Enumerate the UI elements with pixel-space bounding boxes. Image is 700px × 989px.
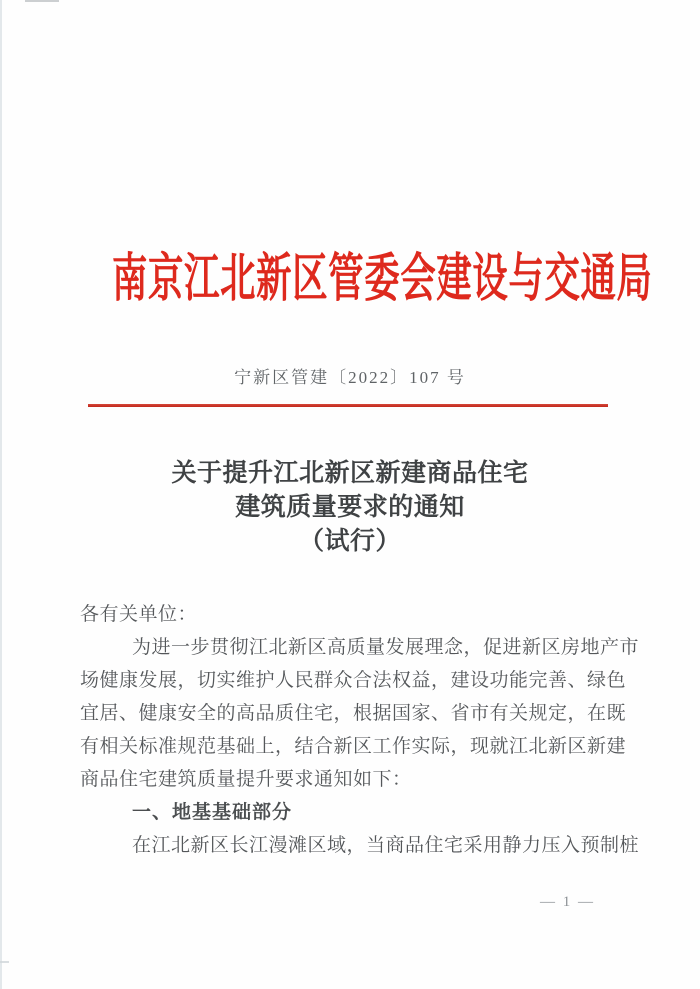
section-heading: 一、地基基础部分 (132, 802, 293, 823)
red-divider-rule (88, 404, 608, 407)
body-line: 在江北新区长江漫滩区域，当商品住宅采用静力压入预制桩 (132, 835, 640, 856)
title-line-2: 建筑质量要求的通知 (235, 494, 465, 521)
scan-edge-bottom-left (0, 961, 9, 963)
title-line-3: （试行） (298, 528, 401, 555)
agency-red-header: 南京江北新区管委会建设与交通局 (112, 251, 653, 308)
title-line-1: 关于提升江北新区新建商品住宅 (171, 460, 529, 487)
document-number: 宁新区管建〔2022〕107 号 (234, 368, 466, 387)
body-text (80, 598, 640, 862)
body-line: 商品住宅建筑质量提升要求通知如下： (80, 769, 412, 790)
scan-smudge-top (25, 0, 59, 2)
body-line: 场健康发展，切实维护人民群众合法权益，建设功能完善、绿色 (80, 670, 627, 691)
page-number: — 1 — (540, 894, 595, 910)
salutation-line: 各有关单位： (80, 604, 198, 625)
body-line: 宜居、健康安全的高品质住宅，根据国家、省市有关规定，在既 (80, 703, 627, 724)
document-title (0, 457, 700, 559)
body-line: 为进一步贯彻江北新区高质量发展理念，促进新区房地产市 (132, 637, 640, 658)
body-line: 有相关标准规范基础上，结合新区工作实际，现就江北新区新建 (80, 736, 627, 757)
